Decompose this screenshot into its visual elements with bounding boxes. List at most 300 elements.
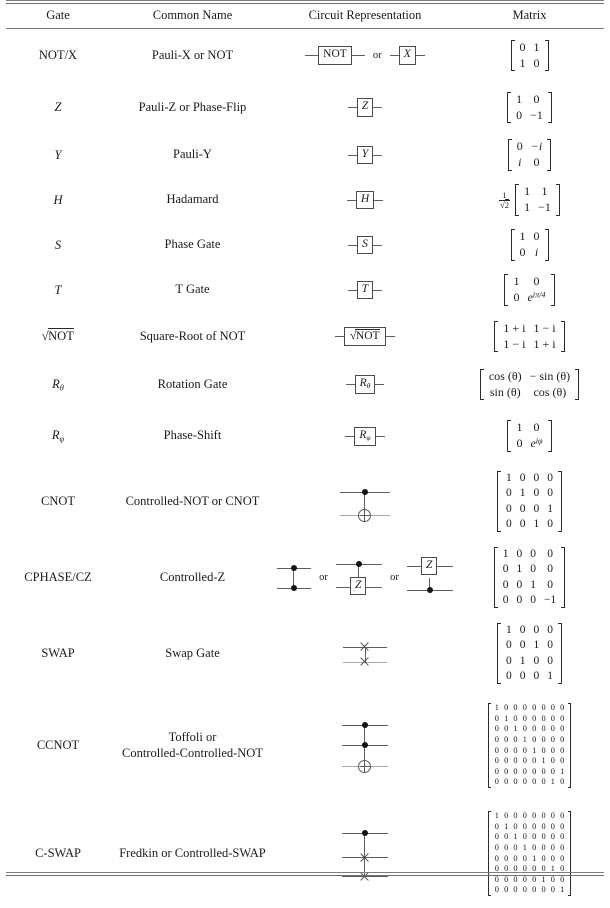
gate-name-not: Pauli-X or NOT bbox=[151, 47, 234, 62]
circuit-cell bbox=[275, 800, 455, 908]
matrix-cell-value: 0 bbox=[533, 55, 540, 70]
matrix-cell-value: 0 bbox=[532, 811, 537, 821]
gate-symbol-cell bbox=[6, 268, 110, 313]
xor-target-icon bbox=[358, 760, 371, 773]
gate-symbol-z: Z bbox=[54, 100, 62, 115]
matrix-cell bbox=[455, 361, 604, 409]
circuit-cell bbox=[275, 223, 455, 268]
matrix-cell-value: 0 bbox=[513, 745, 518, 755]
matrix-cell bbox=[455, 83, 604, 133]
matrix-cell bbox=[455, 409, 604, 464]
matrix-cell-value: 0 bbox=[541, 777, 546, 787]
gate-name-cell bbox=[110, 409, 275, 464]
bracket-right bbox=[548, 92, 552, 124]
matrix-cell-value: 0 bbox=[513, 821, 518, 831]
circuit-y-box bbox=[348, 146, 382, 164]
gate-name-cell bbox=[110, 133, 275, 178]
matrix-cell-value: 0 bbox=[513, 734, 518, 744]
matrix-cell-value: 0 bbox=[533, 155, 540, 170]
matrix-cell-value: 1 bbox=[532, 745, 537, 755]
matrix-cell-value: 0 bbox=[532, 713, 537, 723]
column-header-matrix: Matrix bbox=[512, 7, 547, 22]
bracket-left bbox=[511, 229, 515, 261]
matrix-cell bbox=[455, 133, 604, 178]
circuit-cz-variant-z-dot bbox=[407, 556, 453, 600]
matrix-cell-value: 0 bbox=[560, 874, 565, 884]
column-header-circuit: Circuit Representation bbox=[308, 7, 422, 22]
wire-segment bbox=[373, 290, 382, 291]
matrix-cell-value: 0 bbox=[541, 885, 546, 895]
circuit-cnot bbox=[340, 482, 390, 522]
matrix-cell-value: 1 bbox=[519, 654, 526, 667]
matrix-cell-value: 0 bbox=[560, 842, 565, 852]
matrix-cell-value: 0 bbox=[560, 724, 565, 734]
gate-box-y: Y bbox=[357, 146, 373, 164]
matrix-cell-value: 0 bbox=[513, 885, 518, 895]
wire-segment bbox=[373, 107, 382, 108]
matrix-cell-value: 1 bbox=[541, 756, 546, 766]
matrix-cell-value: 1 bbox=[533, 639, 540, 652]
matrix-cell-value: 1 bbox=[502, 548, 509, 561]
wire-segment bbox=[376, 436, 385, 437]
circuit-cell bbox=[275, 133, 455, 178]
matrix-cell-value: 1 bbox=[504, 821, 509, 831]
circuit-cell bbox=[275, 616, 455, 692]
matrix-not bbox=[511, 40, 549, 72]
matrix-cell-value: 1 bbox=[524, 200, 531, 215]
gate-name-s: Phase Gate bbox=[164, 237, 221, 252]
matrix-cell-value: 0 bbox=[547, 517, 553, 530]
wire-segment bbox=[305, 55, 318, 56]
swap-cross-icon bbox=[360, 656, 371, 667]
column-header-gate: Gate bbox=[46, 7, 70, 22]
gate-name-cell bbox=[110, 313, 275, 361]
matrix-cell-value: 0 bbox=[494, 713, 499, 723]
matrix-cell-value: 0 bbox=[494, 821, 499, 831]
matrix-cell-value: 1 bbox=[516, 420, 523, 435]
circuit-cell bbox=[275, 29, 455, 83]
matrix-cell bbox=[455, 464, 604, 540]
matrix-cell-value: 0 bbox=[522, 832, 527, 842]
matrix-cell-value: 0 bbox=[530, 563, 536, 576]
matrix-cell-value: 0 bbox=[547, 639, 553, 652]
matrix-cell-value: 0 bbox=[533, 624, 540, 637]
matrix-cell-value: 0 bbox=[494, 756, 499, 766]
matrix-cell-value: 0 bbox=[533, 487, 540, 500]
matrix-cell-value: 0 bbox=[502, 578, 509, 591]
matrix-cell-value: 0 bbox=[504, 842, 509, 852]
matrix-cell-value: 0 bbox=[519, 624, 526, 637]
gates-table bbox=[6, 4, 604, 908]
matrix-cell-value: 0 bbox=[533, 472, 540, 485]
table-bottom-rule bbox=[6, 872, 604, 876]
swap-cross-icon bbox=[359, 852, 370, 863]
circuit-sqrt-not-box bbox=[335, 327, 395, 346]
circuit-t-box bbox=[348, 281, 382, 299]
matrix-cell-value: 0 bbox=[522, 756, 527, 766]
matrix-cell-value: 0 bbox=[530, 548, 536, 561]
matrix-cell-value: 0 bbox=[513, 853, 518, 863]
circuit-cell bbox=[275, 313, 455, 361]
matrix-cell-value: 1 bbox=[513, 724, 518, 734]
matrix-ccnot bbox=[488, 703, 571, 788]
circuit-cell bbox=[275, 409, 455, 464]
matrix-cell-value: 0 bbox=[504, 745, 509, 755]
matrix-cell-value: 0 bbox=[550, 842, 555, 852]
matrix-cell-value: 0 bbox=[516, 139, 523, 154]
matrix-cell-value: 0 bbox=[504, 756, 509, 766]
matrix-cell-value: 0 bbox=[504, 703, 509, 713]
matrix-cell-value: 0 bbox=[541, 811, 546, 821]
matrix-cell-value: 0 bbox=[504, 874, 509, 884]
matrix-cell bbox=[455, 268, 604, 313]
matrix-cell-value: 0 bbox=[522, 766, 527, 776]
matrix-cell-value: 0 bbox=[560, 745, 565, 755]
matrix-cell-value: 0 bbox=[519, 517, 526, 530]
matrix-cell-value: 0 bbox=[522, 864, 527, 874]
matrix-cell-value: 0 bbox=[550, 734, 555, 744]
circuit-cell bbox=[275, 83, 455, 133]
table-row bbox=[6, 616, 604, 692]
gate-name-cell bbox=[110, 616, 275, 692]
matrix-z bbox=[507, 92, 552, 124]
gate-box-r-theta: $R_\theta$ bbox=[355, 375, 376, 394]
matrix-t bbox=[504, 274, 554, 306]
matrix-cell-value: 0 bbox=[547, 654, 553, 667]
table-row bbox=[6, 692, 604, 800]
circuit-cz-variant-two-dots bbox=[277, 558, 311, 598]
gate-box-t: T bbox=[357, 281, 373, 299]
matrix-cell-value: 0 bbox=[533, 91, 540, 106]
matrix-cell-value: 0 bbox=[504, 766, 509, 776]
matrix-cell-value: 0 bbox=[522, 821, 527, 831]
matrix-cell-value: 0 bbox=[494, 853, 499, 863]
fraction-denominator: √2 bbox=[500, 199, 509, 210]
table-row bbox=[6, 540, 604, 616]
matrix-cell-value: i bbox=[518, 155, 522, 170]
matrix-cell-value: 0 bbox=[519, 472, 526, 485]
circuit-not-box bbox=[305, 46, 365, 64]
gate-symbol-cell bbox=[6, 692, 110, 800]
matrix-cell-value: 1 bbox=[516, 563, 523, 576]
table-row bbox=[6, 29, 604, 83]
bracket-left bbox=[480, 369, 484, 401]
control-dot bbox=[427, 587, 433, 593]
matrix-cell-value: 0 bbox=[522, 745, 527, 755]
matrix-cell-value: 1 − i bbox=[503, 336, 526, 351]
gate-name-controlled-z: Controlled-Z bbox=[159, 569, 226, 584]
matrix-cell-value: 0 bbox=[532, 777, 537, 787]
matrix-cell-value: − sin (θ) bbox=[529, 368, 571, 383]
wire-segment bbox=[374, 200, 383, 201]
gate-name-h: Hadamard bbox=[166, 192, 219, 207]
table-row bbox=[6, 409, 604, 464]
matrix-cell-value: 1 bbox=[532, 853, 537, 863]
matrix-cell-value: 0 bbox=[494, 832, 499, 842]
matrix-cell-value: −1 bbox=[544, 593, 557, 606]
bracket-left bbox=[488, 811, 491, 896]
matrix-cell-value: 0 bbox=[513, 874, 518, 884]
matrix-cell-value: 1 bbox=[541, 184, 548, 199]
gate-name-cell bbox=[110, 29, 275, 83]
radicand-not: NOT bbox=[48, 329, 74, 344]
bracket-left bbox=[511, 40, 515, 72]
circuit-cell bbox=[275, 540, 455, 616]
circuit-cell bbox=[275, 361, 455, 409]
gate-name-cnot: Controlled-NOT or CNOT bbox=[125, 493, 260, 508]
wire-segment bbox=[348, 290, 357, 291]
matrix-cell-value: 0 bbox=[541, 832, 546, 842]
gate-symbol-cell bbox=[6, 223, 110, 268]
table-row bbox=[6, 268, 604, 313]
matrix-cell-value: 0 bbox=[532, 864, 537, 874]
matrix-cell-value: 1 bbox=[519, 229, 526, 244]
matrix-cell-value: 0 bbox=[541, 842, 546, 852]
circuit-cell bbox=[275, 178, 455, 223]
matrix-cell-value: 0 bbox=[550, 885, 555, 895]
matrix-cell-value: 0 bbox=[541, 713, 546, 723]
gate-symbol-cell bbox=[6, 361, 110, 409]
bracket-left bbox=[507, 92, 511, 124]
wire-segment bbox=[375, 384, 384, 385]
matrix-cell-value: 0 bbox=[494, 745, 499, 755]
gate-box-z: Z bbox=[357, 98, 373, 116]
circuit-ccnot bbox=[342, 717, 388, 775]
matrix-s bbox=[511, 229, 549, 261]
gate-name-cell bbox=[110, 800, 275, 908]
gate-name-toffoli-line2: Controlled-Controlled-NOT bbox=[122, 745, 263, 760]
matrix-cell-value: i bbox=[534, 245, 539, 260]
control-dot bbox=[362, 830, 368, 836]
matrix-cell-value: 0 bbox=[504, 811, 509, 821]
bracket-right bbox=[561, 321, 565, 353]
bracket-right bbox=[556, 184, 560, 216]
gate-name-sqrt-not: Square-Root of NOT bbox=[139, 328, 246, 343]
control-dot bbox=[291, 585, 297, 591]
bracket-left bbox=[508, 139, 512, 171]
circuit-cell bbox=[275, 692, 455, 800]
matrix-cell-value: 0 bbox=[513, 842, 518, 852]
matrix-cell-value: 0 bbox=[522, 885, 527, 895]
bracket-left bbox=[494, 547, 498, 608]
matrix-cell-value: 0 bbox=[516, 593, 523, 606]
gate-symbol-cell bbox=[6, 133, 110, 178]
control-dot bbox=[362, 742, 368, 748]
bracket-right bbox=[551, 274, 555, 306]
matrix-cell-value: 1 bbox=[533, 39, 540, 54]
matrix-cell-value: 0 bbox=[502, 563, 509, 576]
matrix-cell-value: 0 bbox=[541, 766, 546, 776]
gate-name-cell bbox=[110, 540, 275, 616]
table-row bbox=[6, 178, 604, 223]
matrix-cell-value: 0 bbox=[550, 724, 555, 734]
circuit-x-box bbox=[390, 46, 425, 64]
bracket-left bbox=[497, 623, 501, 684]
wire-segment bbox=[416, 55, 425, 56]
matrix-cell-value: 0 bbox=[560, 777, 565, 787]
matrix-cell-value: 1 bbox=[533, 517, 540, 530]
matrix-cell-value: 0 bbox=[547, 487, 553, 500]
matrix-c-swap bbox=[488, 811, 571, 896]
circuit-cell bbox=[275, 268, 455, 313]
gate-name-cell bbox=[110, 361, 275, 409]
wire-segment bbox=[345, 436, 354, 437]
gate-symbol-cell bbox=[6, 83, 110, 133]
table-row bbox=[6, 133, 604, 178]
or-label: or bbox=[319, 572, 328, 584]
circuit-h-box bbox=[347, 191, 383, 209]
matrix-cell-value: 0 bbox=[532, 756, 537, 766]
bracket-right bbox=[568, 703, 571, 788]
matrix-cell-value: 1 − i bbox=[533, 320, 556, 335]
control-dot bbox=[362, 722, 368, 728]
matrix-cell bbox=[455, 540, 604, 616]
matrix-cell-value: 0 bbox=[560, 713, 565, 723]
matrix-cell-value: 0 bbox=[533, 502, 540, 515]
matrix-cell bbox=[455, 313, 604, 361]
matrix-cell-value: 0 bbox=[522, 874, 527, 884]
matrix-cell-value: 0 bbox=[519, 39, 526, 54]
matrix-cell-value: 0 bbox=[532, 885, 537, 895]
gate-name-cell bbox=[110, 178, 275, 223]
bracket-right bbox=[558, 623, 562, 684]
table-body bbox=[6, 28, 604, 908]
matrix-cell-value: cos (θ) bbox=[533, 384, 567, 399]
wire-segment bbox=[346, 384, 355, 385]
bracket-right bbox=[548, 420, 552, 452]
matrix-cell-value: 1 bbox=[494, 703, 499, 713]
gate-symbol-cell bbox=[6, 409, 110, 464]
matrix-cell-value: 1 + i bbox=[533, 336, 556, 351]
wire-segment bbox=[386, 336, 395, 337]
gate-box-sqrt-not bbox=[344, 327, 386, 346]
matrix-cell-value: 0 bbox=[560, 821, 565, 831]
bracket-left bbox=[497, 471, 501, 532]
matrix-cell-value: 0 bbox=[547, 472, 553, 485]
matrix-prefactor-one-over-sqrt-two bbox=[499, 191, 510, 210]
matrix-cell-value: 0 bbox=[513, 713, 518, 723]
matrix-cell-value: cos (θ) bbox=[488, 368, 522, 383]
matrix-cell-value: 0 bbox=[513, 756, 518, 766]
matrix-cell-value: 0 bbox=[506, 517, 512, 530]
matrix-cell-value: 0 bbox=[506, 669, 512, 682]
matrix-grid-ccnot bbox=[492, 703, 567, 788]
matrix-cell-value: 0 bbox=[532, 821, 537, 831]
gate-name-cell bbox=[110, 223, 275, 268]
matrix-cnot bbox=[497, 471, 562, 532]
gate-symbol-cnot: CNOT bbox=[40, 494, 76, 509]
table-row bbox=[6, 464, 604, 540]
swap-cross-icon bbox=[360, 641, 371, 652]
matrix-cell-value: 0 bbox=[506, 639, 512, 652]
or-label: or bbox=[390, 572, 399, 584]
circuit-cell bbox=[275, 464, 455, 540]
wire-segment bbox=[373, 245, 382, 246]
wire-segment bbox=[348, 107, 357, 108]
matrix-cell-value: 1 bbox=[504, 713, 509, 723]
matrix-cell-value: 0 bbox=[494, 766, 499, 776]
gate-name-toffoli-line1: Toffoli or bbox=[168, 729, 217, 744]
matrix-cell-value: 0 bbox=[532, 766, 537, 776]
matrix-cell-value: 0 bbox=[550, 811, 555, 821]
gate-symbol-c-swap: C-SWAP bbox=[35, 846, 81, 861]
matrix-cell bbox=[455, 800, 604, 908]
matrix-cell-value: 0 bbox=[550, 703, 555, 713]
gate-name-rotation: Rotation Gate bbox=[157, 376, 228, 391]
matrix-cell-value: 0 bbox=[532, 734, 537, 744]
matrix-cell-value: 0 bbox=[522, 724, 527, 734]
matrix-cell-value: 0 bbox=[494, 885, 499, 895]
matrix-cell-value-exp-i-pi-over-4: $e^{i\pi/4}$ bbox=[527, 290, 546, 305]
gate-symbol-cell bbox=[6, 313, 110, 361]
matrix-cell bbox=[455, 29, 604, 83]
matrix-cell-value: 0 bbox=[530, 593, 536, 606]
matrix-cell-value: 0 bbox=[513, 290, 520, 305]
matrix-grid-c-swap bbox=[492, 811, 567, 896]
matrix-cell-value: 0 bbox=[494, 864, 499, 874]
matrix-cell-value: 0 bbox=[502, 593, 509, 606]
matrix-cell-value: 0 bbox=[541, 724, 546, 734]
matrix-cell-value: 0 bbox=[522, 853, 527, 863]
matrix-cell-value: 1 bbox=[506, 624, 512, 637]
wire-segment bbox=[347, 200, 356, 201]
matrix-cell-value: 0 bbox=[547, 548, 553, 561]
or-label: or bbox=[372, 50, 382, 62]
gate-name-z: Pauli-Z or Phase-Flip bbox=[138, 99, 247, 114]
matrix-cell bbox=[455, 616, 604, 692]
matrix-cell-value: 0 bbox=[516, 436, 523, 451]
circuit-swap bbox=[343, 637, 387, 671]
matrix-cell-value: 1 bbox=[524, 184, 531, 199]
matrix-cell-value: 0 bbox=[513, 703, 518, 713]
header-row bbox=[6, 4, 604, 28]
column-header-name: Common Name bbox=[152, 7, 233, 22]
gate-symbol-y: Y bbox=[54, 147, 62, 162]
wire-segment bbox=[390, 55, 399, 56]
matrix-cell-value: 0 bbox=[504, 734, 509, 744]
circuit-r-theta-box bbox=[346, 375, 385, 394]
matrix-cell-value: 1 bbox=[522, 842, 527, 852]
matrix-cell-value: 0 bbox=[533, 274, 540, 289]
matrix-cell-value: 1 bbox=[560, 766, 565, 776]
matrix-cell-value: 1 bbox=[506, 472, 512, 485]
gate-symbol-sqrt-not bbox=[42, 329, 75, 343]
control-dot bbox=[291, 565, 297, 571]
matrix-cell-value: 0 bbox=[506, 654, 512, 667]
matrix-cell-value: 0 bbox=[513, 777, 518, 787]
matrix-cell-value: 0 bbox=[506, 487, 512, 500]
gate-name-cell bbox=[110, 268, 275, 313]
matrix-cell-value: 0 bbox=[560, 853, 565, 863]
matrix-cell-value: 0 bbox=[494, 842, 499, 852]
control-dot bbox=[362, 489, 368, 495]
wire-segment bbox=[373, 155, 382, 156]
bracket-left bbox=[494, 321, 498, 353]
matrix-cell-value: 0 bbox=[541, 734, 546, 744]
matrix-cell-value: 1 bbox=[519, 55, 526, 70]
matrix-cell-value: 0 bbox=[532, 874, 537, 884]
matrix-cell-value: 0 bbox=[516, 548, 523, 561]
matrix-cell bbox=[455, 223, 604, 268]
matrix-cell-value: −1 bbox=[530, 107, 543, 122]
matrix-cell-value: 0 bbox=[550, 766, 555, 776]
matrix-cell-value: 0 bbox=[513, 811, 518, 821]
matrix-cell-value: 0 bbox=[513, 864, 518, 874]
matrix-cell-value: 0 bbox=[547, 578, 553, 591]
matrix-cell bbox=[455, 692, 604, 800]
matrix-cell-value: 1 bbox=[519, 487, 526, 500]
matrix-cell-value: −1 bbox=[538, 200, 551, 215]
